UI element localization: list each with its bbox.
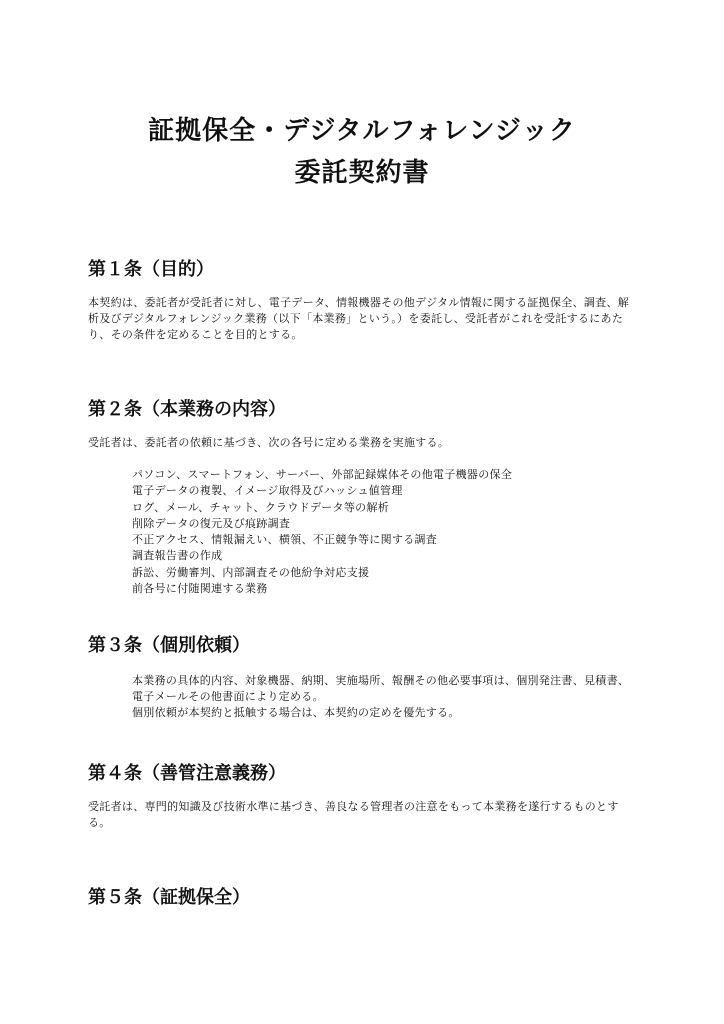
article-3-body: [132, 673, 632, 721]
list-item: 削除データの復元及び痕跡調査: [132, 516, 291, 530]
list-item: 前各号に付随関連する業務: [132, 582, 268, 596]
article-3-paragraph-1: 本業務の具体的内容、対象機器、納期、実施場所、報酬その他必要事項は、個別発注書、見積書、電子メールその他書面により定める。: [132, 674, 630, 703]
article-4-body: 受託者は、専門的知識及び技術水準に基づき、善良なる管理者の注意をもって本業務を遂行するものとする。: [88, 800, 619, 829]
list-item: 調査報告書の作成: [132, 549, 223, 563]
article-3-heading: 第３条（個別依頼）: [88, 635, 250, 656]
document-title-line2: 委託契約書: [294, 158, 430, 188]
list-item: ログ、メール、チャット、クラウドデータ等の解析: [132, 500, 390, 514]
list-item: 電子データの複製、イメージ取得及びハッシュ値管理: [132, 484, 403, 498]
list-item: 訴訟、労働審判、内部調査その他紛争対応支援: [132, 565, 370, 579]
article-2-heading: 第２条（本業務の内容）: [88, 399, 286, 420]
list-item: 不正アクセス、情報漏えい、横領、不正競争等に関する調査: [132, 533, 438, 547]
article-2-item-list: [132, 467, 512, 597]
list-item: パソコン、スマートフォン、サーバー、外部記録媒体その他電子機器の保全: [132, 468, 513, 481]
article-1-heading: 第１条（目的）: [88, 259, 214, 280]
article-3-paragraph-2: 個別依頼が本契約と抵触する場合は、本契約の定めを優先する。: [132, 706, 460, 719]
article-5-heading: 第５条（証拠保全）: [88, 887, 250, 908]
article-2-body: 受託者は、委託者の依頼に基づき、次の各号に定める業務を実施する。: [88, 436, 450, 449]
document-title-line1: 証拠保全・デジタルフォレンジック: [148, 116, 576, 146]
article-4-heading: 第４条（善管注意義務）: [88, 763, 286, 784]
article-1-body: 本契約は、委託者が受託者に対し、電子データ、情報機器その他デジタル情報に関する証拠保全、調査、解析及びデジタルフォレンジック業務（以下「本業務」という。）を委託し、受託者がこれを受託するにあたり、その条件を定めることを目的とする。: [88, 296, 630, 341]
